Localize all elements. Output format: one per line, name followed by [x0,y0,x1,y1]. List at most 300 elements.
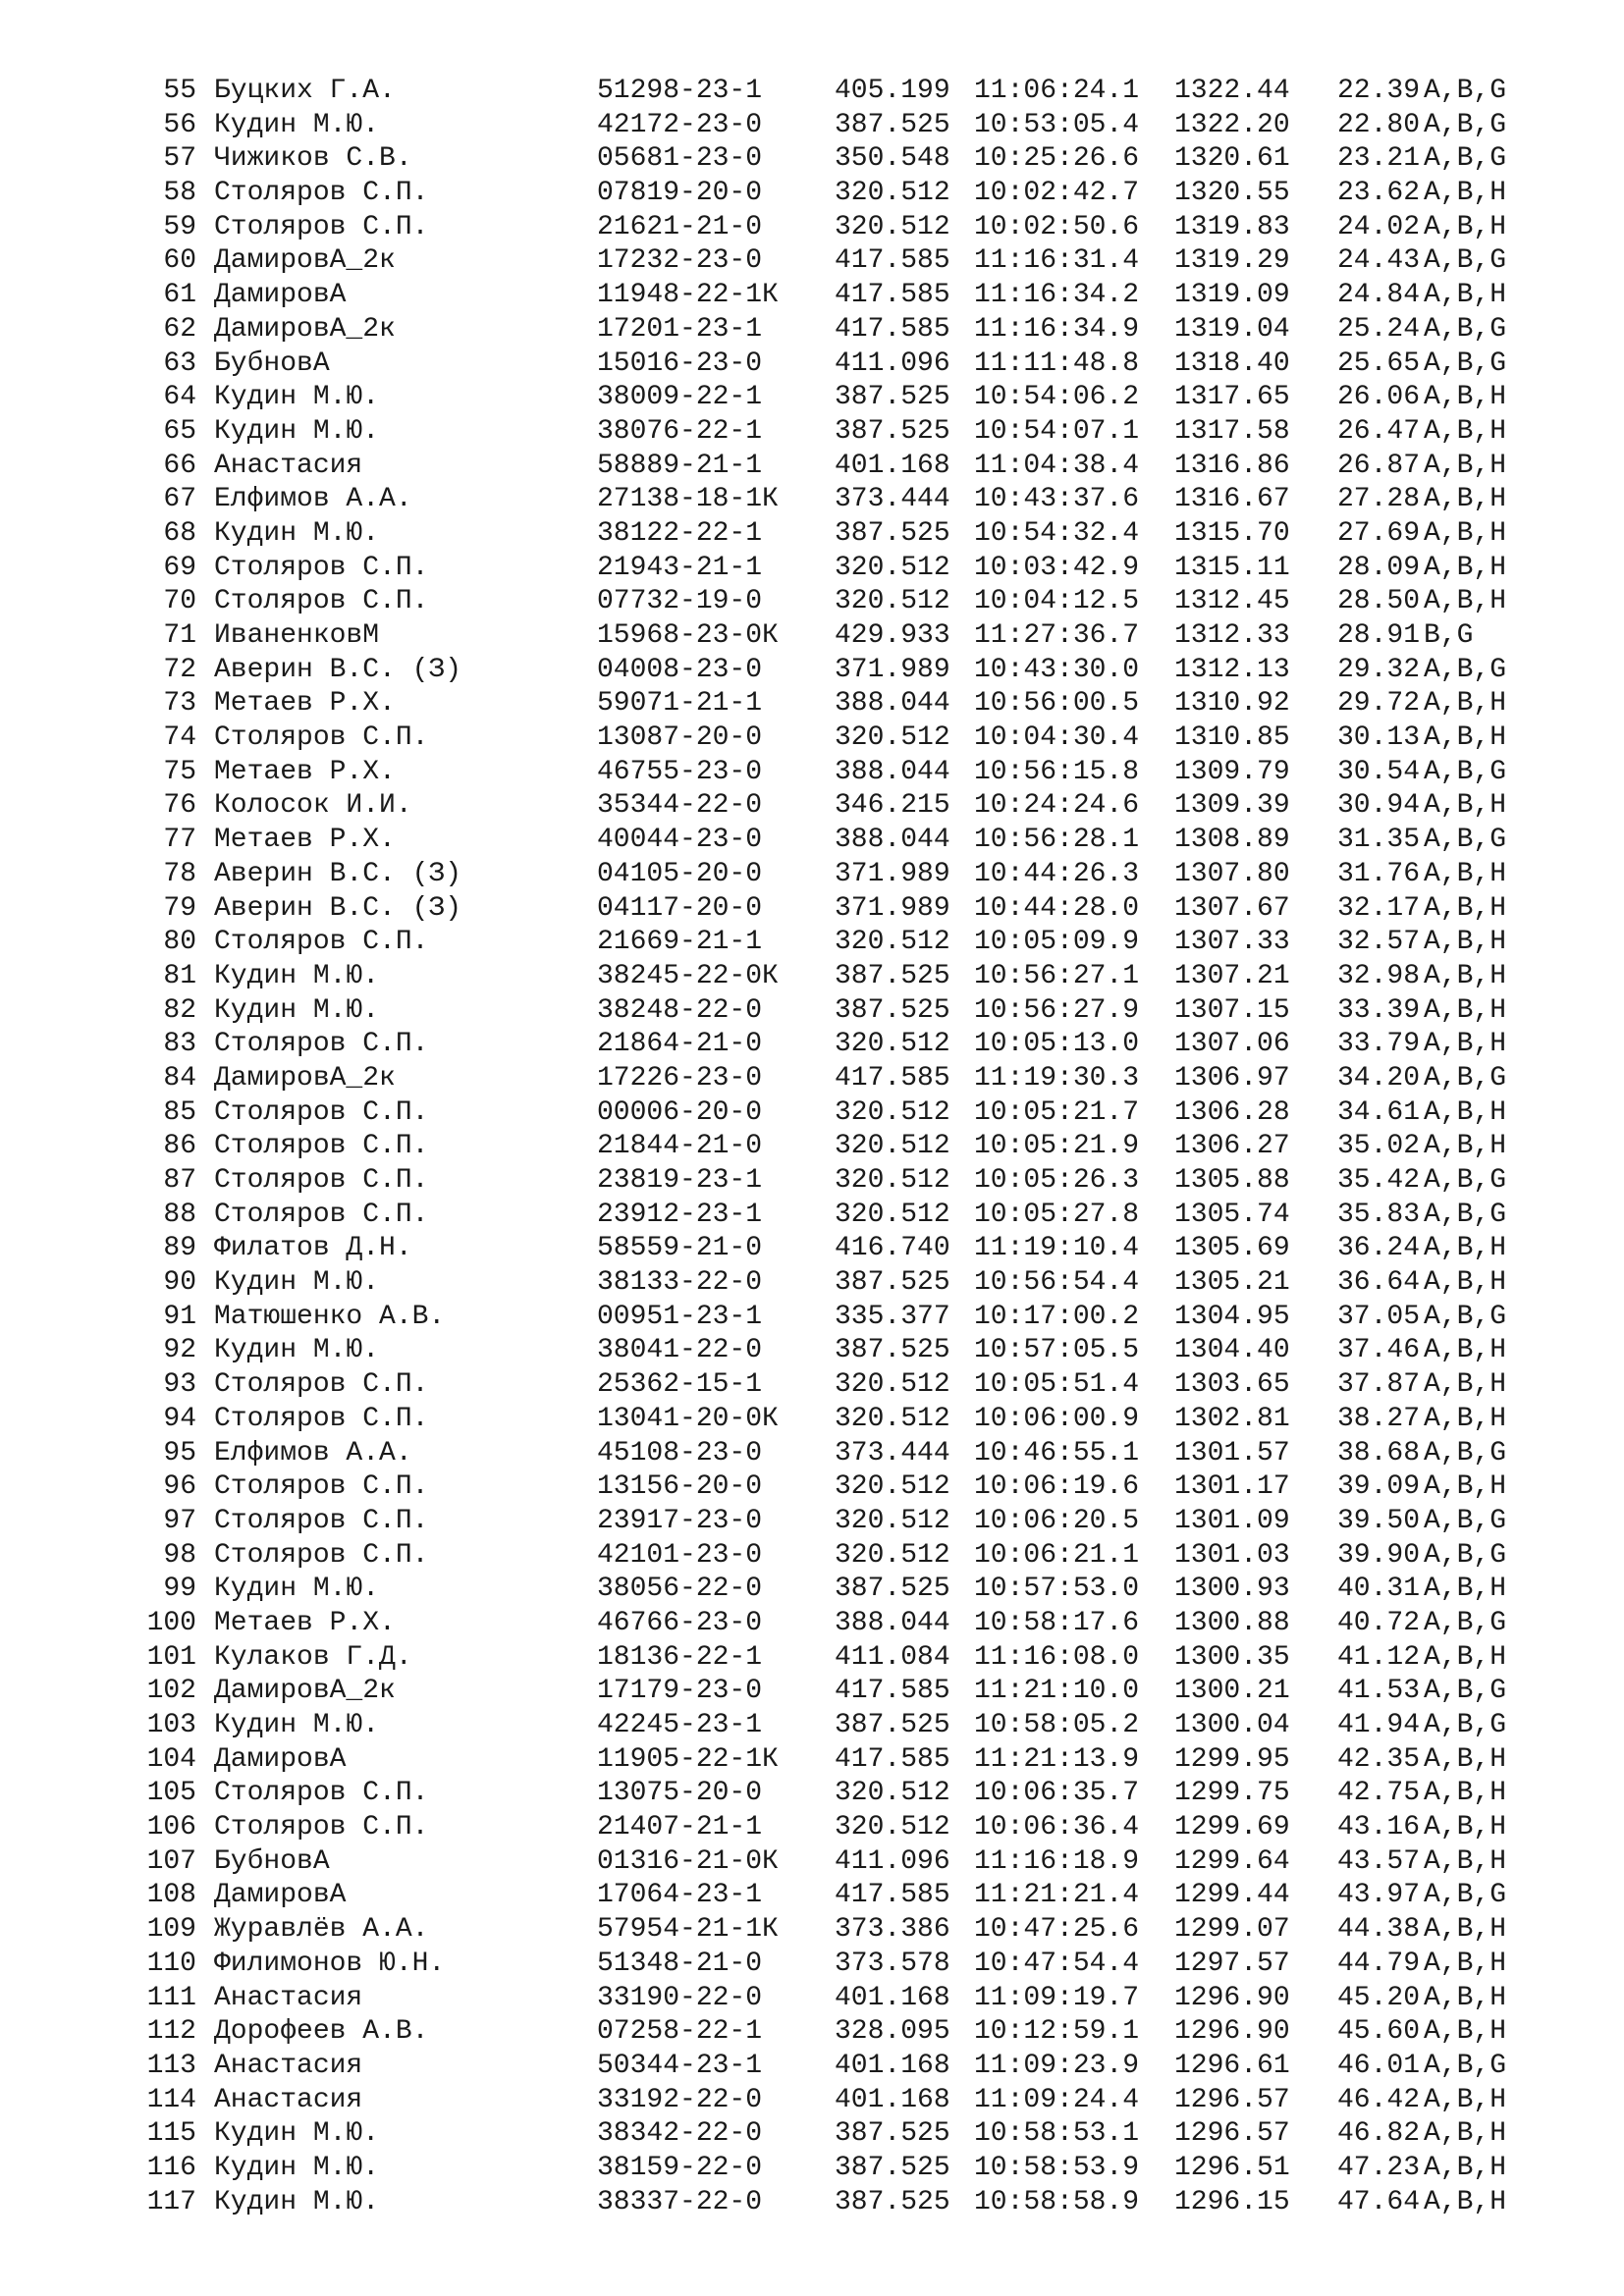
arrival-time-cell: 10:43:37.6 [974,484,1140,515]
distance-cell: 405.199 [835,76,950,106]
speed-cell: 1303.65 [1174,1369,1290,1401]
name-cell: Столяров С.П. [214,1131,429,1162]
position-cell: 111 [146,1982,196,2013]
position-cell: 117 [146,2186,196,2217]
speed-cell: 1320.61 [1174,143,1290,175]
ring-number-cell: 21943-21-1 [597,552,763,583]
position-cell: 68 [163,517,196,549]
ring-number-cell: 46766-23-0 [597,1607,763,1638]
speed-cell: 1305.69 [1174,1233,1290,1264]
distance-cell: 320.512 [835,178,950,209]
arrival-time-cell: 10:05:09.9 [974,927,1140,958]
position-cell: 60 [163,245,196,277]
distance-cell: 388.044 [835,825,950,856]
speed-cell: 1307.15 [1174,994,1290,1026]
name-cell: Столяров С.П. [214,1471,429,1503]
distance-cell: 373.444 [835,484,950,515]
speed-cell: 1307.80 [1174,858,1290,889]
groups-cell: A,B,H [1424,1096,1507,1128]
arrival-time-cell: 10:57:05.5 [974,1335,1140,1366]
groups-cell: A,B,G [1424,825,1507,856]
points-cell: 31.35 [1337,825,1421,856]
speed-cell: 1299.69 [1174,1812,1290,1843]
position-cell: 101 [146,1641,196,1673]
speed-cell: 1305.88 [1174,1165,1290,1196]
arrival-time-cell: 11:19:30.3 [974,1062,1140,1094]
groups-cell: A,B,H [1424,994,1507,1026]
name-cell: Дорофеев А.В. [214,2016,429,2048]
groups-cell: A,B,H [1424,960,1507,991]
groups-cell: A,B,H [1424,892,1507,924]
name-cell: Кудин М.Ю. [214,382,380,413]
speed-cell: 1319.09 [1174,280,1290,311]
distance-cell: 320.512 [835,927,950,958]
speed-cell: 1305.74 [1174,1199,1290,1230]
distance-cell: 401.168 [835,2050,950,2081]
groups-cell: A,B,G [1424,76,1507,106]
position-cell: 96 [163,1471,196,1503]
name-cell: Кудин М.Ю. [214,1574,380,1605]
position-cell: 116 [146,2152,196,2183]
position-cell: 69 [163,552,196,583]
arrival-time-cell: 10:06:36.4 [974,1812,1140,1843]
points-cell: 30.94 [1337,790,1421,822]
name-cell: ДамировА [214,1743,347,1775]
name-cell: Аверин В.С. (З) [214,892,462,924]
ring-number-cell: 01316-21-0К [597,1845,779,1877]
distance-cell: 411.096 [835,1845,950,1877]
ring-number-cell: 46755-23-0 [597,756,763,787]
position-cell: 84 [163,1062,196,1094]
groups-cell: A,B,H [1424,2186,1507,2217]
distance-cell: 387.525 [835,1574,950,1605]
arrival-time-cell: 10:57:53.0 [974,1574,1140,1605]
groups-cell: A,B,G [1424,1505,1507,1536]
arrival-time-cell: 10:56:54.4 [974,1267,1140,1299]
groups-cell: A,B,H [1424,1982,1507,2013]
arrival-time-cell: 10:02:50.6 [974,211,1140,242]
ring-number-cell: 38159-22-0 [597,2152,763,2183]
distance-cell: 371.989 [835,892,950,924]
points-cell: 29.72 [1337,688,1421,720]
groups-cell: A,B,H [1424,1471,1507,1503]
groups-cell: A,B,H [1424,2016,1507,2048]
distance-cell: 416.740 [835,1233,950,1264]
ring-number-cell: 15016-23-0 [597,347,763,379]
name-cell: Столяров С.П. [214,1812,429,1843]
distance-cell: 387.525 [835,960,950,991]
points-cell: 44.38 [1337,1914,1421,1946]
ring-number-cell: 42245-23-1 [597,1710,763,1740]
groups-cell: A,B,H [1424,517,1507,549]
groups-cell: A,B,G [1424,756,1507,787]
groups-cell: B,G [1424,620,1474,651]
groups-cell: A,B,H [1424,1845,1507,1877]
groups-cell: A,B,G [1424,654,1507,685]
points-cell: 26.47 [1337,415,1421,447]
distance-cell: 417.585 [835,1743,950,1775]
position-cell: 80 [163,927,196,958]
distance-cell: 417.585 [835,313,950,345]
arrival-time-cell: 11:19:10.4 [974,1233,1140,1264]
speed-cell: 1310.92 [1174,688,1290,720]
speed-cell: 1316.86 [1174,450,1290,481]
points-cell: 41.12 [1337,1641,1421,1673]
ring-number-cell: 21844-21-0 [597,1131,763,1162]
speed-cell: 1312.33 [1174,620,1290,651]
points-cell: 28.91 [1337,620,1421,651]
speed-cell: 1315.70 [1174,517,1290,549]
position-cell: 112 [146,2016,196,2048]
arrival-time-cell: 10:47:54.4 [974,1948,1140,1979]
arrival-time-cell: 10:56:27.1 [974,960,1140,991]
speed-cell: 1322.44 [1174,76,1290,106]
position-cell: 82 [163,994,196,1026]
points-cell: 22.80 [1337,109,1421,140]
position-cell: 66 [163,450,196,481]
groups-cell: A,B,H [1424,382,1507,413]
position-cell: 92 [163,1335,196,1366]
arrival-time-cell: 10:44:28.0 [974,892,1140,924]
name-cell: Чижиков С.В. [214,143,412,175]
arrival-time-cell: 11:09:24.4 [974,2084,1140,2115]
position-cell: 55 [163,76,196,106]
distance-cell: 401.168 [835,450,950,481]
distance-cell: 320.512 [835,1403,950,1434]
speed-cell: 1296.57 [1174,2084,1290,2115]
groups-cell: A,B,G [1424,1199,1507,1230]
arrival-time-cell: 11:16:34.9 [974,313,1140,345]
points-cell: 33.79 [1337,1029,1421,1060]
distance-cell: 417.585 [835,245,950,277]
ring-number-cell: 38056-22-0 [597,1574,763,1605]
arrival-time-cell: 10:06:00.9 [974,1403,1140,1434]
position-cell: 62 [163,313,196,345]
groups-cell: A,B,H [1424,586,1507,617]
points-cell: 41.94 [1337,1710,1421,1740]
points-cell: 42.75 [1337,1778,1421,1809]
speed-cell: 1300.88 [1174,1607,1290,1638]
ring-number-cell: 18136-22-1 [597,1641,763,1673]
ring-number-cell: 11905-22-1К [597,1743,779,1775]
points-cell: 24.02 [1337,211,1421,242]
position-cell: 91 [163,1301,196,1332]
name-cell: Кудин М.Ю. [214,517,380,549]
ring-number-cell: 21669-21-1 [597,927,763,958]
groups-cell: A,B,H [1424,2152,1507,2183]
points-cell: 39.90 [1337,1539,1421,1571]
points-cell: 30.13 [1337,722,1421,754]
arrival-time-cell: 10:58:17.6 [974,1607,1140,1638]
arrival-time-cell: 10:06:19.6 [974,1471,1140,1503]
speed-cell: 1301.17 [1174,1471,1290,1503]
ring-number-cell: 38122-22-1 [597,517,763,549]
distance-cell: 429.933 [835,620,950,651]
name-cell: Аверин В.С. (З) [214,858,462,889]
distance-cell: 387.525 [835,2152,950,2183]
position-cell: 59 [163,211,196,242]
groups-cell: A,B,G [1424,1676,1507,1707]
points-cell: 45.60 [1337,2016,1421,2048]
points-cell: 25.65 [1337,347,1421,379]
arrival-time-cell: 11:04:38.4 [974,450,1140,481]
position-cell: 67 [163,484,196,515]
groups-cell: A,B,H [1424,1778,1507,1809]
position-cell: 70 [163,586,196,617]
groups-cell: A,B,H [1424,1948,1507,1979]
points-cell: 41.53 [1337,1676,1421,1707]
speed-cell: 1301.03 [1174,1539,1290,1571]
name-cell: Кудин М.Ю. [214,2186,380,2217]
speed-cell: 1299.64 [1174,1845,1290,1877]
speed-cell: 1300.35 [1174,1641,1290,1673]
position-cell: 74 [163,722,196,754]
groups-cell: A,B,H [1424,552,1507,583]
points-cell: 40.72 [1337,1607,1421,1638]
points-cell: 34.61 [1337,1096,1421,1128]
points-cell: 46.82 [1337,2118,1421,2150]
speed-cell: 1297.57 [1174,1948,1290,1979]
position-cell: 108 [146,1880,196,1911]
points-cell: 24.43 [1337,245,1421,277]
speed-cell: 1301.57 [1174,1437,1290,1468]
position-cell: 102 [146,1676,196,1707]
groups-cell: A,B,H [1424,722,1507,754]
position-cell: 85 [163,1096,196,1128]
ring-number-cell: 23819-23-1 [597,1165,763,1196]
position-cell: 103 [146,1710,196,1740]
distance-cell: 320.512 [835,722,950,754]
points-cell: 45.20 [1337,1982,1421,2013]
groups-cell: A,B,G [1424,313,1507,345]
position-cell: 100 [146,1607,196,1638]
ring-number-cell: 07258-22-1 [597,2016,763,2048]
arrival-time-cell: 11:09:23.9 [974,2050,1140,2081]
ring-number-cell: 17179-23-0 [597,1676,763,1707]
ring-number-cell: 13156-20-0 [597,1471,763,1503]
name-cell: Столяров С.П. [214,1539,429,1571]
arrival-time-cell: 10:58:53.1 [974,2118,1140,2150]
distance-cell: 411.096 [835,347,950,379]
groups-cell: A,B,H [1424,450,1507,481]
ring-number-cell: 51298-23-1 [597,76,763,106]
distance-cell: 373.386 [835,1914,950,1946]
arrival-time-cell: 10:56:28.1 [974,825,1140,856]
arrival-time-cell: 10:12:59.1 [974,2016,1140,2048]
distance-cell: 320.512 [835,1505,950,1536]
points-cell: 42.35 [1337,1743,1421,1775]
ring-number-cell: 17064-23-1 [597,1880,763,1911]
arrival-time-cell: 10:04:30.4 [974,722,1140,754]
groups-cell: A,B,H [1424,1335,1507,1366]
distance-cell: 350.548 [835,143,950,175]
distance-cell: 388.044 [835,756,950,787]
points-cell: 27.28 [1337,484,1421,515]
name-cell: ИваненковМ [214,620,380,651]
speed-cell: 1307.21 [1174,960,1290,991]
points-cell: 35.02 [1337,1131,1421,1162]
name-cell: Столяров С.П. [214,211,429,242]
ring-number-cell: 23912-23-1 [597,1199,763,1230]
position-cell: 65 [163,415,196,447]
name-cell: Елфимов А.А. [214,484,412,515]
groups-cell: A,B,G [1424,1607,1507,1638]
position-cell: 95 [163,1437,196,1468]
groups-cell: A,B,G [1424,1437,1507,1468]
arrival-time-cell: 10:05:51.4 [974,1369,1140,1401]
speed-cell: 1318.40 [1174,347,1290,379]
groups-cell: A,B,H [1424,415,1507,447]
speed-cell: 1301.09 [1174,1505,1290,1536]
arrival-time-cell: 10:56:27.9 [974,994,1140,1026]
arrival-time-cell: 10:05:26.3 [974,1165,1140,1196]
arrival-time-cell: 10:25:26.6 [974,143,1140,175]
points-cell: 34.20 [1337,1062,1421,1094]
speed-cell: 1309.79 [1174,756,1290,787]
position-cell: 77 [163,825,196,856]
position-cell: 114 [146,2084,196,2115]
points-cell: 43.16 [1337,1812,1421,1843]
distance-cell: 387.525 [835,1710,950,1740]
ring-number-cell: 07819-20-0 [597,178,763,209]
arrival-time-cell: 10:58:58.9 [974,2186,1140,2217]
position-cell: 73 [163,688,196,720]
name-cell: ДамировА_2к [214,1676,396,1707]
groups-cell: A,B,G [1424,2050,1507,2081]
ring-number-cell: 42172-23-0 [597,109,763,140]
position-cell: 71 [163,620,196,651]
distance-cell: 320.512 [835,552,950,583]
name-cell: ДамировА [214,280,347,311]
groups-cell: A,B,H [1424,927,1507,958]
ring-number-cell: 17226-23-0 [597,1062,763,1094]
arrival-time-cell: 10:56:00.5 [974,688,1140,720]
distance-cell: 387.525 [835,1335,950,1366]
points-cell: 37.87 [1337,1369,1421,1401]
position-cell: 107 [146,1845,196,1877]
points-cell: 31.76 [1337,858,1421,889]
arrival-time-cell: 10:54:32.4 [974,517,1140,549]
points-cell: 47.64 [1337,2186,1421,2217]
speed-cell: 1306.28 [1174,1096,1290,1128]
points-cell: 32.17 [1337,892,1421,924]
speed-cell: 1312.13 [1174,654,1290,685]
ring-number-cell: 38041-22-0 [597,1335,763,1366]
speed-cell: 1307.67 [1174,892,1290,924]
distance-cell: 371.989 [835,654,950,685]
position-cell: 64 [163,382,196,413]
groups-cell: A,B,H [1424,1403,1507,1434]
speed-cell: 1316.67 [1174,484,1290,515]
speed-cell: 1315.11 [1174,552,1290,583]
name-cell: Метаев Р.Х. [214,1607,396,1638]
position-cell: 99 [163,1574,196,1605]
name-cell: Кулаков Г.Д. [214,1641,412,1673]
distance-cell: 387.525 [835,382,950,413]
speed-cell: 1306.27 [1174,1131,1290,1162]
ring-number-cell: 38342-22-0 [597,2118,763,2150]
arrival-time-cell: 10:04:12.5 [974,586,1140,617]
points-cell: 33.39 [1337,994,1421,1026]
name-cell: Аверин В.С. (З) [214,654,462,685]
name-cell: Филимонов Ю.Н. [214,1948,446,1979]
distance-cell: 320.512 [835,1131,950,1162]
groups-cell: A,B,G [1424,347,1507,379]
name-cell: Елфимов А.А. [214,1437,412,1468]
ring-number-cell: 17201-23-1 [597,313,763,345]
arrival-time-cell: 10:46:55.1 [974,1437,1140,1468]
speed-cell: 1319.83 [1174,211,1290,242]
name-cell: Столяров С.П. [214,1199,429,1230]
name-cell: Кудин М.Ю. [214,109,380,140]
points-cell: 24.84 [1337,280,1421,311]
position-cell: 78 [163,858,196,889]
name-cell: Столяров С.П. [214,178,429,209]
name-cell: Матюшенко А.В. [214,1301,446,1332]
groups-cell: A,B,H [1424,211,1507,242]
distance-cell: 320.512 [835,1471,950,1503]
speed-cell: 1296.57 [1174,2118,1290,2150]
distance-cell: 335.377 [835,1301,950,1332]
position-cell: 90 [163,1267,196,1299]
speed-cell: 1300.04 [1174,1710,1290,1740]
groups-cell: A,B,H [1424,1369,1507,1401]
ring-number-cell: 27138-18-1К [597,484,779,515]
position-cell: 58 [163,178,196,209]
name-cell: Кудин М.Ю. [214,2152,380,2183]
points-cell: 35.83 [1337,1199,1421,1230]
position-cell: 76 [163,790,196,822]
ring-number-cell: 21864-21-0 [597,1029,763,1060]
distance-cell: 388.044 [835,1607,950,1638]
speed-cell: 1304.40 [1174,1335,1290,1366]
speed-cell: 1299.75 [1174,1778,1290,1809]
arrival-time-cell: 11:27:36.7 [974,620,1140,651]
points-cell: 44.79 [1337,1948,1421,1979]
points-cell: 46.01 [1337,2050,1421,2081]
groups-cell: A,B,H [1424,280,1507,311]
arrival-time-cell: 11:09:19.7 [974,1982,1140,2013]
arrival-time-cell: 10:44:26.3 [974,858,1140,889]
name-cell: Столяров С.П. [214,927,429,958]
distance-cell: 417.585 [835,1880,950,1911]
speed-cell: 1307.33 [1174,927,1290,958]
points-cell: 26.06 [1337,382,1421,413]
ring-number-cell: 11948-22-1К [597,280,779,311]
ring-number-cell: 40044-23-0 [597,825,763,856]
points-cell: 22.39 [1337,76,1421,106]
ring-number-cell: 21621-21-0 [597,211,763,242]
groups-cell: A,B,H [1424,2084,1507,2115]
ring-number-cell: 42101-23-0 [597,1539,763,1571]
arrival-time-cell: 11:16:34.2 [974,280,1140,311]
ring-number-cell: 13041-20-0К [597,1403,779,1434]
groups-cell: A,B,H [1424,1233,1507,1264]
distance-cell: 373.578 [835,1948,950,1979]
points-cell: 47.23 [1337,2152,1421,2183]
arrival-time-cell: 11:11:48.8 [974,347,1140,379]
position-cell: 106 [146,1812,196,1843]
points-cell: 30.54 [1337,756,1421,787]
position-cell: 109 [146,1914,196,1946]
distance-cell: 417.585 [835,1676,950,1707]
ring-number-cell: 45108-23-0 [597,1437,763,1468]
groups-cell: A,B,G [1424,109,1507,140]
ring-number-cell: 05681-23-0 [597,143,763,175]
speed-cell: 1317.65 [1174,382,1290,413]
arrival-time-cell: 10:56:15.8 [974,756,1140,787]
distance-cell: 320.512 [835,1096,950,1128]
